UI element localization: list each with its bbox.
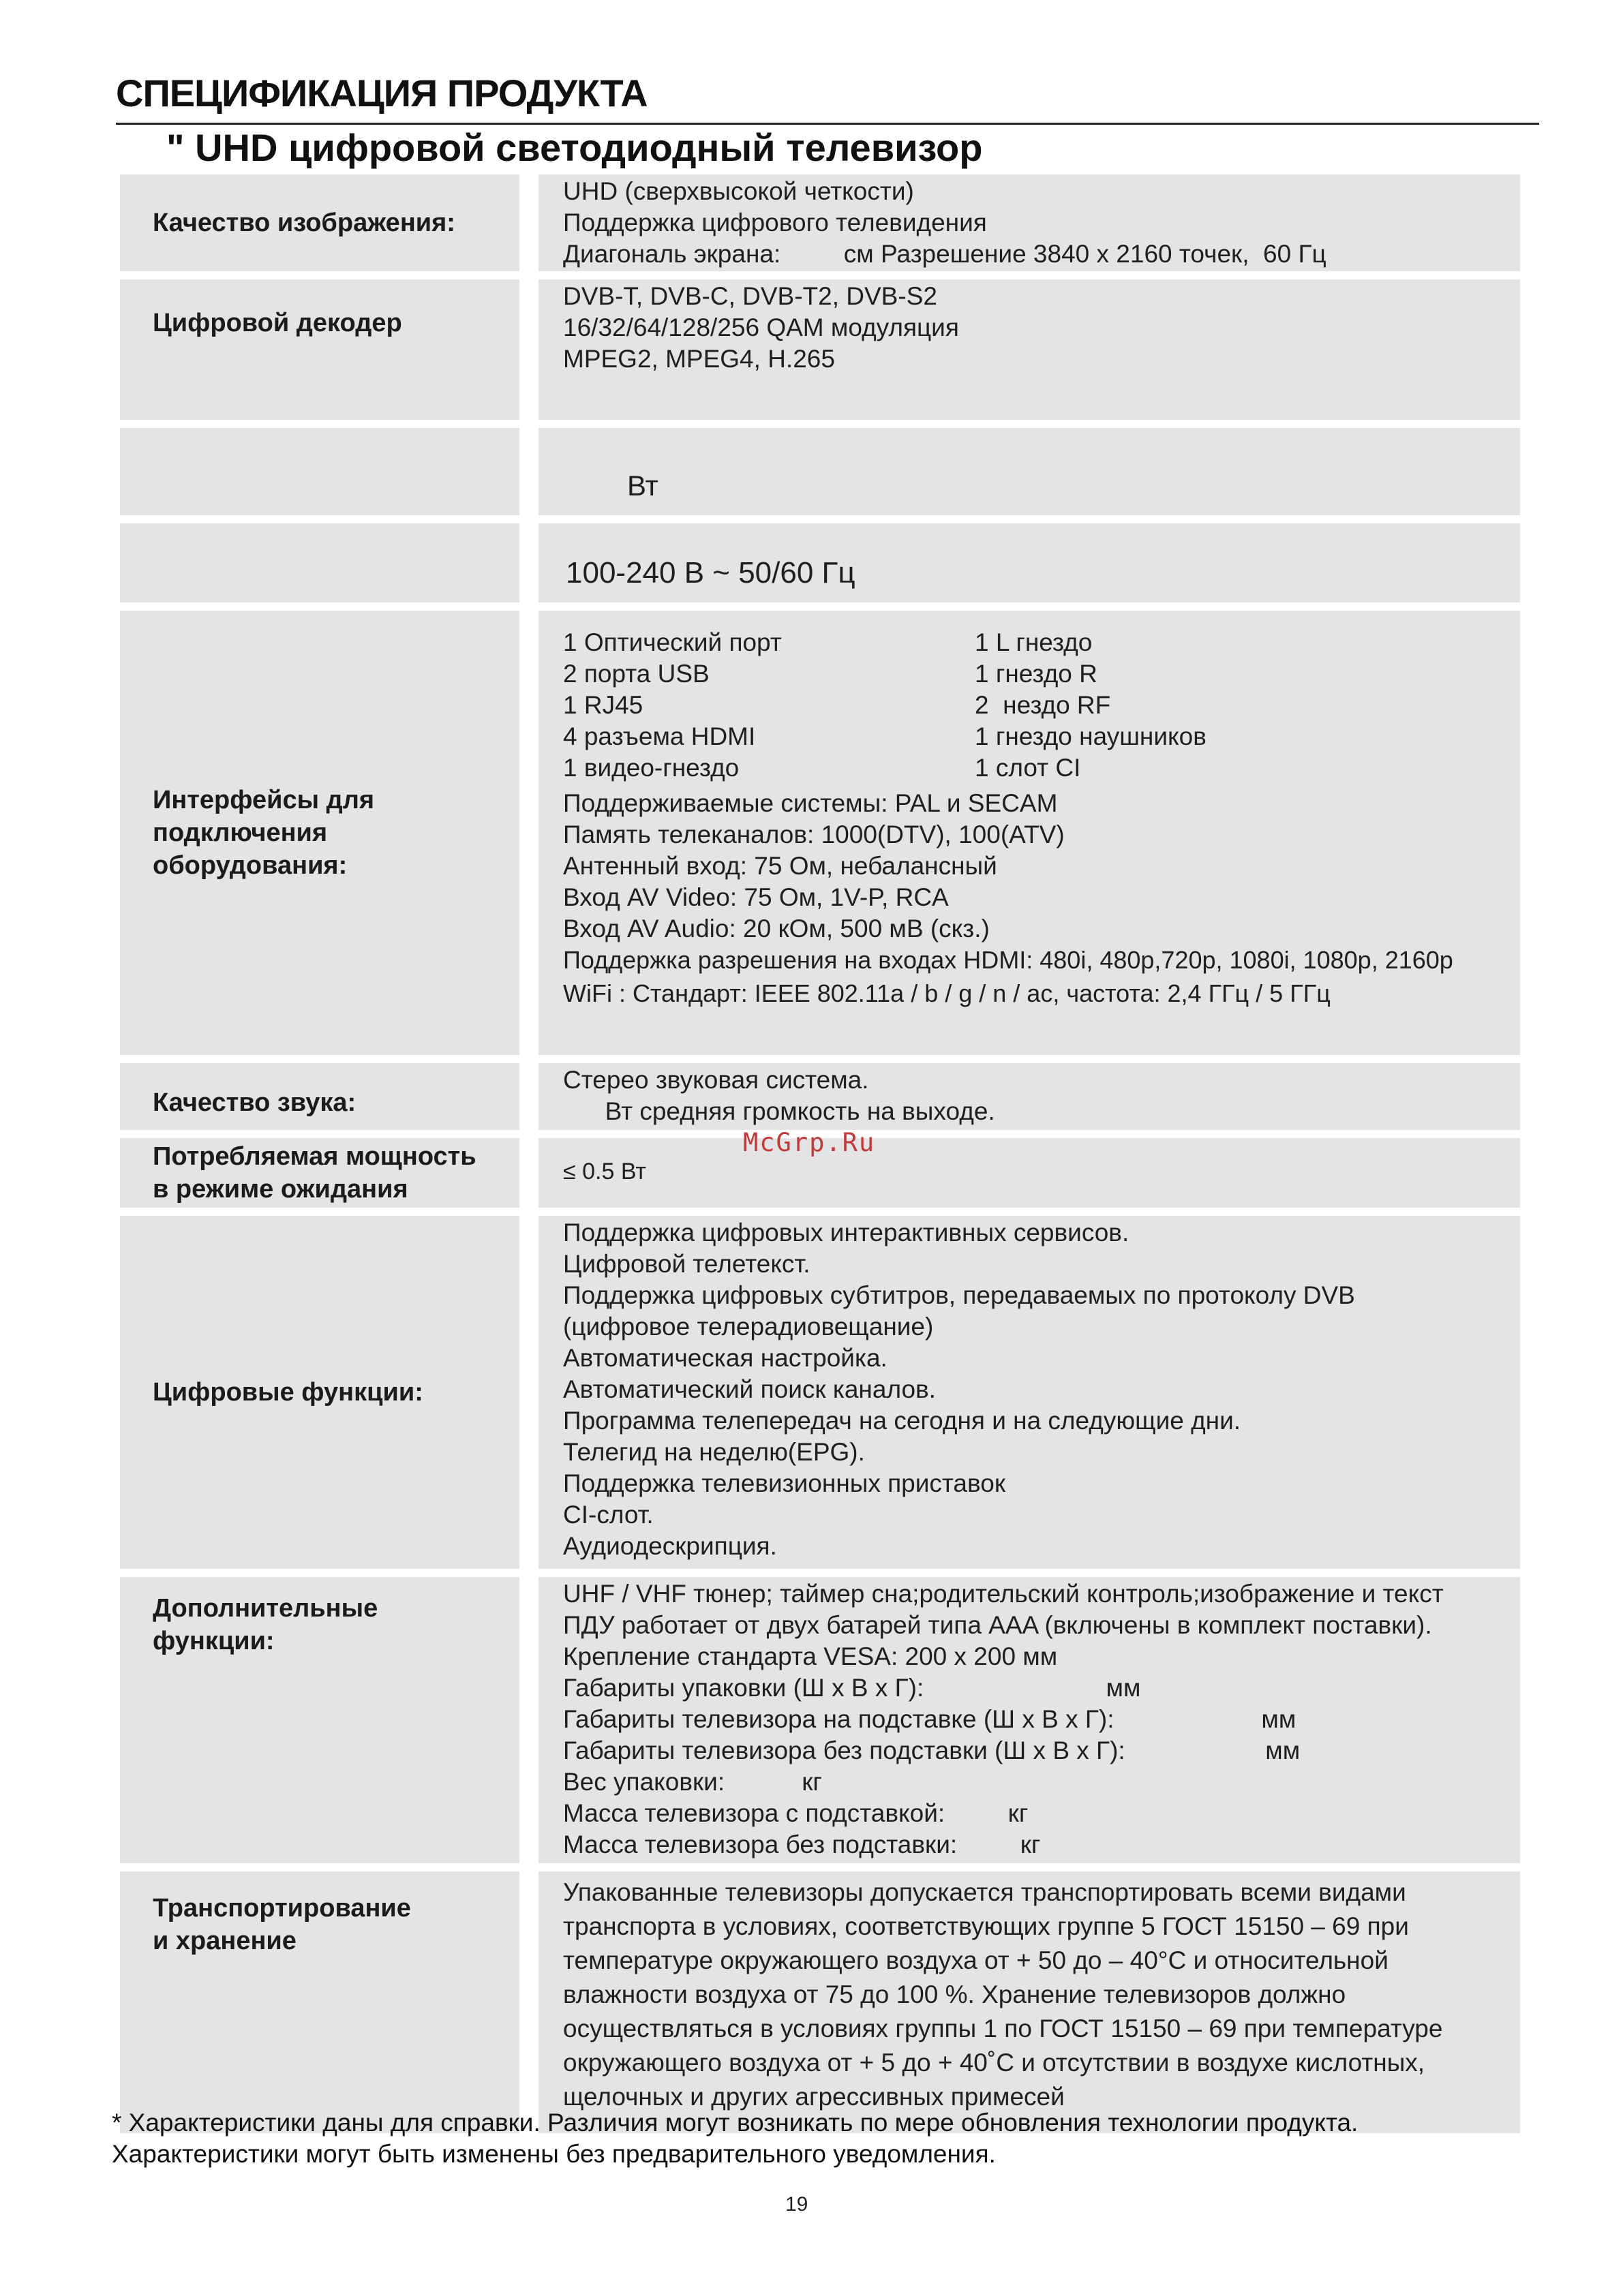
port-item: 1 гнездо наушников xyxy=(975,722,1207,750)
spec-line: Масса телевизора без подставки: кг xyxy=(563,1831,1041,1858)
spec-line: Вт средняя громкость на выходе. xyxy=(563,1097,995,1125)
spec-row-interfaces xyxy=(120,611,1520,1055)
spec-line: Крепление стандарта VESA: 200 x 200 мм xyxy=(563,1642,1058,1670)
spec-line: Поддержка цифровых субтитров, передаваемых по протоколу DVB xyxy=(563,1281,1355,1309)
spec-line: Упакованные телевизоры допускается транспортировать всеми видами xyxy=(563,1878,1406,1906)
spec-value-cell xyxy=(539,611,1520,1055)
spec-line: UHD (сверхвысокой четкости) xyxy=(563,177,914,205)
spec-line: осуществляться в условиях группы 1 по ГОСТ 15150 – 69 при температуре xyxy=(563,2015,1443,2042)
page-number: 19 xyxy=(785,2193,808,2216)
spec-value-cell xyxy=(539,1138,1520,1208)
spec-line: температуре окружающего воздуха от + 50 до – 40°C и относительной xyxy=(563,1946,1389,1974)
spec-line: Автоматический поиск каналов. xyxy=(563,1375,936,1403)
spec-line: Телегид на неделю(EPG). xyxy=(563,1438,865,1466)
spec-label-cell xyxy=(120,1063,519,1130)
port-item: 1 L гнездо xyxy=(975,628,1093,656)
spec-label: Потребляемая мощность в режиме ожидания xyxy=(153,1142,476,1204)
spec-line: UHF / VHF тюнер; таймер сна;родительский контроль;изображение и текст xyxy=(563,1580,1444,1608)
spec-row-digital-functions xyxy=(120,1216,1520,1569)
spec-row-transport-storage xyxy=(120,1871,1520,2133)
spec-row-sound-quality xyxy=(120,1063,1520,1130)
spec-value-cell xyxy=(539,174,1520,271)
spec-label-cell xyxy=(120,523,519,602)
spec-line: (цифровое телерадиовещание) xyxy=(563,1313,934,1341)
page-title: СПЕЦИФИКАЦИЯ ПРОДУКТА xyxy=(116,72,648,114)
spec-label: Качество изображения: xyxy=(153,209,455,237)
spec-line: Масса телевизора с подставкой: кг xyxy=(563,1799,1029,1827)
spec-line: Вт xyxy=(627,470,658,502)
ports-right-list xyxy=(975,627,1207,784)
spec-value-cell xyxy=(539,1216,1520,1569)
spec-line: Габариты упаковки (Ш x В x Г): мм xyxy=(563,1674,1141,1702)
spec-line: Габариты телевизора без подставки (Ш x В x Г): мм xyxy=(563,1736,1301,1764)
spec-label-cell xyxy=(120,1138,519,1208)
spec-value-cell xyxy=(539,428,1520,515)
spec-line: Аудиодескрипция. xyxy=(563,1532,777,1560)
watermark-text: McGrp.Ru xyxy=(743,1128,876,1157)
spec-line: ≤ 0.5 Вт xyxy=(563,1159,646,1184)
spec-row-additional-functions xyxy=(120,1577,1520,1863)
port-item: 2 порта USB xyxy=(563,660,710,688)
spec-label: Цифровой декодер xyxy=(153,309,402,337)
title-divider xyxy=(116,123,1539,125)
spec-label: Дополнительные функции: xyxy=(153,1594,378,1655)
spec-line: MPEG2, MPEG4, H.265 xyxy=(563,345,835,373)
spec-label: Интерфейсы для подключения оборудования: xyxy=(153,786,375,880)
spec-line: Вход AV Video: 75 Ом, 1V-P, RCA xyxy=(563,883,949,911)
footnote-line: * Характеристики даны для справки. Различия могут возникать по мере обновления технологии продукта. xyxy=(112,2109,1359,2137)
spec-line: 100-240 В ~ 50/60 Гц xyxy=(566,556,855,590)
spec-label-cell xyxy=(120,279,519,420)
port-item: 4 разъема HDMI xyxy=(563,722,756,750)
ports-columns xyxy=(563,627,1520,784)
port-item: 1 видео-гнездо xyxy=(563,754,740,782)
spec-label: Транспортирование и хранение xyxy=(153,1894,411,1955)
spec-line: ПДУ работает от двух батарей типа AAA (включены в комплект поставки). xyxy=(563,1611,1432,1639)
spec-line: Цифровой телетекст. xyxy=(563,1250,810,1278)
spec-line: Поддержка телевизионных приставок xyxy=(563,1469,1006,1497)
spec-label-cell xyxy=(120,1577,519,1863)
footnote xyxy=(112,2107,1358,2170)
spec-line: Поддержка разрешения на входах HDMI: 480i, 480p,720p, 1080i, 1080p, 2160p xyxy=(563,946,1453,974)
spec-line: Стерео звуковая система. xyxy=(563,1066,869,1094)
spec-line: Автоматическая настройка. xyxy=(563,1344,888,1372)
spec-value-cell xyxy=(539,1871,1520,2133)
footnote-line: Характеристики могут быть изменены без предварительного уведомления. xyxy=(112,2140,996,2168)
spec-label-cell xyxy=(120,1216,519,1569)
spec-line: Поддержка цифрового телевидения xyxy=(563,209,987,236)
spec-row-power-supply xyxy=(120,523,1520,602)
spec-value-cell xyxy=(539,1063,1520,1130)
spec-line: Диагональ экрана: см Разрешение 3840 x 2160 точек, 60 Гц xyxy=(563,240,1326,268)
spec-line: щелочных и других агрессивных примесей xyxy=(563,2083,1065,2111)
spec-line: DVB-T, DVB-C, DVB-T2, DVB-S2 xyxy=(563,282,937,310)
spec-label-cell xyxy=(120,611,519,1055)
spec-label-cell xyxy=(120,1871,519,2133)
spec-line: Вес упаковки: кг xyxy=(563,1768,822,1796)
spec-line: Память телеканалов: 1000(DTV), 100(ATV) xyxy=(563,821,1065,848)
spec-label: Качество звука: xyxy=(153,1088,357,1117)
ports-left-list xyxy=(563,627,975,784)
spec-line: Поддерживаемые системы: PAL и SECAM xyxy=(563,789,1058,817)
spec-row-picture-quality xyxy=(120,174,1520,271)
port-item: 1 Оптический порт xyxy=(563,628,782,656)
page-subtitle: " UHD цифровой светодиодный телевизор xyxy=(166,126,983,169)
spec-row-digital-decoder xyxy=(120,279,1520,420)
spec-row-power xyxy=(120,428,1520,515)
spec-line: 16/32/64/128/256 QAM модуляция xyxy=(563,313,959,341)
spec-line: окружающего воздуха от + 5 до + 40˚C и отсутствии в воздухе кислотных, xyxy=(563,2049,1425,2077)
spec-line: Программа телепередач на сегодня и на следующие дни. xyxy=(563,1407,1241,1435)
spec-line: Вход AV Audio: 20 кОм, 500 мВ (скз.) xyxy=(563,915,990,943)
spec-value-cell xyxy=(539,1577,1520,1863)
spec-value-cell xyxy=(539,279,1520,420)
spec-line: влажности воздуха от 75 до 100 %. Хранение телевизоров должно xyxy=(563,1980,1346,2008)
port-item: 1 слот CI xyxy=(975,754,1081,782)
spec-line: Антенный вход: 75 Ом, небалансный xyxy=(563,852,997,880)
port-item: 2 нездо RF xyxy=(975,691,1111,719)
port-item: 1 гнездо R xyxy=(975,660,1097,688)
spec-label-cell xyxy=(120,428,519,515)
spec-line: WiFi : Стандарт: IEEE 802.11a / b / g / n / ac, частота: 2,4 ГГц / 5 ГГц xyxy=(563,979,1331,1007)
spec-table xyxy=(120,174,1520,2141)
spec-label: Цифровые функции: xyxy=(153,1378,423,1407)
spec-line: транспорта в условиях, соответствующих группе 5 ГОСТ 15150 – 69 при xyxy=(563,1912,1409,1940)
spec-line: CI-слот. xyxy=(563,1501,654,1529)
spec-value-cell xyxy=(539,523,1520,602)
spec-line: Габариты телевизора на подставке (Ш x В x Г): мм xyxy=(563,1705,1296,1733)
spec-line: Поддержка цифровых интерактивных сервисов. xyxy=(563,1219,1129,1246)
port-item: 1 RJ45 xyxy=(563,691,643,719)
spec-label-cell xyxy=(120,174,519,271)
